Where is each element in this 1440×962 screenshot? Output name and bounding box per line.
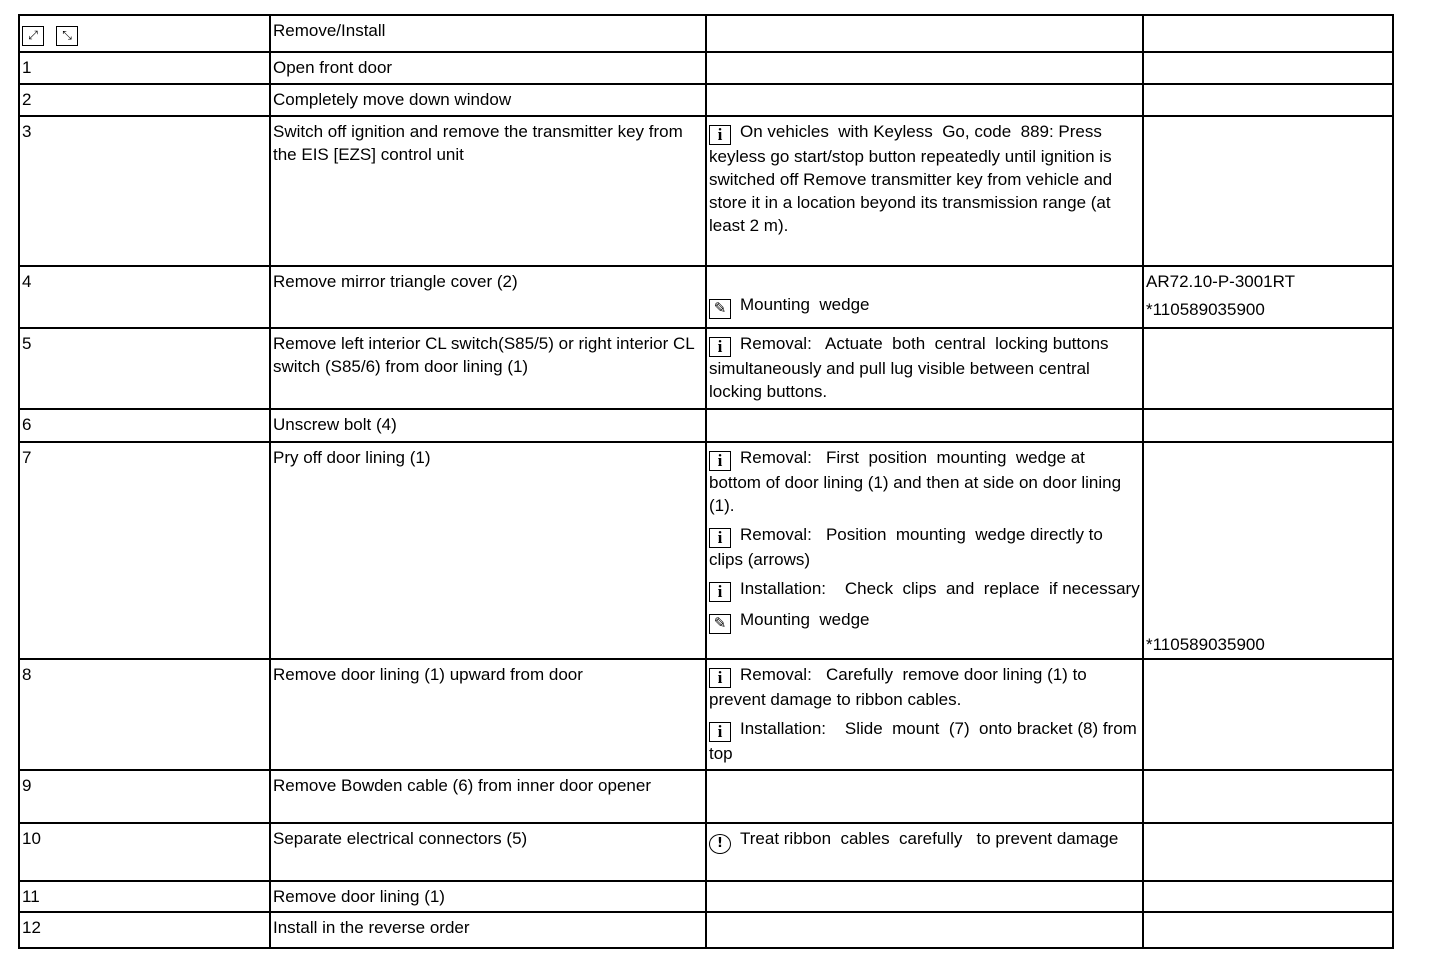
step-action: Remove door lining (1) upward from door [270, 659, 706, 770]
info-icon: i [709, 722, 731, 742]
step-action: Open front door [270, 52, 706, 84]
note-text: Mounting wedge [740, 610, 870, 629]
table-row [19, 823, 1393, 881]
table-row [19, 881, 1393, 912]
note-item [709, 332, 1140, 403]
step-notes [706, 409, 1143, 442]
collapse-icon[interactable]: ⤡ [56, 26, 78, 46]
procedure-table [18, 14, 1394, 949]
note-item [709, 608, 1140, 634]
step-refs [1143, 52, 1393, 84]
step-action: Switch off ignition and remove the transmitter key from the EIS [EZS] control unit [270, 116, 706, 266]
step-action: Install in the reverse order [270, 912, 706, 948]
info-icon: i [709, 582, 731, 602]
step-action: Remove left interior CL switch(S85/5) or right interior CL switch (S85/6) from door lining (1) [270, 328, 706, 409]
step-notes [706, 328, 1143, 409]
step-number: 7 [19, 442, 270, 659]
warning-icon: ! [709, 834, 731, 854]
step-number: 8 [19, 659, 270, 770]
note-text: Removal: Position mounting wedge directly to clips (arrows) [709, 525, 1108, 569]
step-refs [1143, 659, 1393, 770]
step-refs [1143, 442, 1393, 659]
header-title: Remove/Install [270, 15, 706, 52]
step-notes [706, 266, 1143, 328]
info-icon: i [709, 125, 731, 145]
step-number: 3 [19, 116, 270, 266]
step-number: 4 [19, 266, 270, 328]
note-text: Removal: Carefully remove door lining (1) to prevent damage to ribbon cables. [709, 665, 1092, 709]
table-row [19, 116, 1393, 266]
tool-icon: ✎ [709, 614, 731, 634]
step-action: Remove door lining (1) [270, 881, 706, 912]
step-number: 11 [19, 881, 270, 912]
step-refs [1143, 770, 1393, 823]
note-item [709, 523, 1140, 571]
table-row [19, 52, 1393, 84]
table-row [19, 912, 1393, 948]
tool-icon: ✎ [709, 299, 731, 319]
note-item [709, 663, 1140, 711]
step-refs [1143, 409, 1393, 442]
step-refs [1143, 116, 1393, 266]
table-row [19, 770, 1393, 823]
note-item [709, 293, 1140, 319]
step-refs [1143, 328, 1393, 409]
step-action: Completely move down window [270, 84, 706, 116]
step-number: 1 [19, 52, 270, 84]
step-number: 9 [19, 770, 270, 823]
header-row [19, 15, 1393, 52]
info-icon: i [709, 528, 731, 548]
step-notes [706, 659, 1143, 770]
table-row [19, 266, 1393, 328]
note-text: Installation: Check clips and replace if necessary [740, 579, 1140, 598]
step-notes [706, 912, 1143, 948]
step-refs [1143, 84, 1393, 116]
note-item [709, 827, 1140, 854]
step-action: Pry off door lining (1) [270, 442, 706, 659]
step-number: 2 [19, 84, 270, 116]
step-number: 10 [19, 823, 270, 881]
table-row [19, 328, 1393, 409]
note-text: Installation: Slide mount (7) onto bracket (8) from top [709, 719, 1142, 763]
step-number: 12 [19, 912, 270, 948]
header-refs-cell [1143, 15, 1393, 52]
reference-link[interactable]: *110589035900 [1146, 635, 1265, 654]
step-notes [706, 116, 1143, 266]
step-refs [1143, 912, 1393, 948]
step-action: Remove mirror triangle cover (2) [270, 266, 706, 328]
step-notes [706, 84, 1143, 116]
note-text: Removal: First position mounting wedge at bottom of door lining (1) and then at side on door lining (1). [709, 448, 1126, 515]
step-refs [1143, 266, 1393, 328]
step-action: Remove Bowden cable (6) from inner door opener [270, 770, 706, 823]
table-row [19, 409, 1393, 442]
step-notes [706, 442, 1143, 659]
info-icon: i [709, 337, 731, 357]
note-text: Treat ribbon cables carefully to prevent damage [740, 829, 1119, 848]
header-icons-cell [19, 15, 270, 52]
table-row [19, 84, 1393, 116]
table-row [19, 442, 1393, 659]
step-number: 6 [19, 409, 270, 442]
step-number: 5 [19, 328, 270, 409]
reference-link[interactable]: AR72.10-P-3001RT [1146, 272, 1295, 291]
step-refs [1143, 881, 1393, 912]
note-item [709, 120, 1140, 237]
note-text: Removal: Actuate both central locking buttons simultaneously and pull lug visible between central locking buttons. [709, 334, 1114, 401]
step-notes [706, 770, 1143, 823]
note-item [709, 717, 1140, 765]
note-item [709, 577, 1140, 602]
note-text: Mounting wedge [740, 295, 870, 314]
note-item [709, 446, 1140, 517]
table-row [19, 659, 1393, 770]
step-notes [706, 881, 1143, 912]
step-refs [1143, 823, 1393, 881]
info-icon: i [709, 668, 731, 688]
step-action: Unscrew bolt (4) [270, 409, 706, 442]
info-icon: i [709, 451, 731, 471]
header-notes-cell [706, 15, 1143, 52]
step-notes [706, 52, 1143, 84]
note-text: On vehicles with Keyless Go, code 889: Press keyless go start/stop button repeatedly until ignition is switched off Remove transmitter key from vehicle and store it in a location beyond its transmission range (at least 2 m). [709, 122, 1117, 235]
step-notes [706, 823, 1143, 881]
step-action: Separate electrical connectors (5) [270, 823, 706, 881]
expand-icon[interactable]: ⤢ [22, 26, 44, 46]
reference-link[interactable]: *110589035900 [1146, 300, 1265, 319]
